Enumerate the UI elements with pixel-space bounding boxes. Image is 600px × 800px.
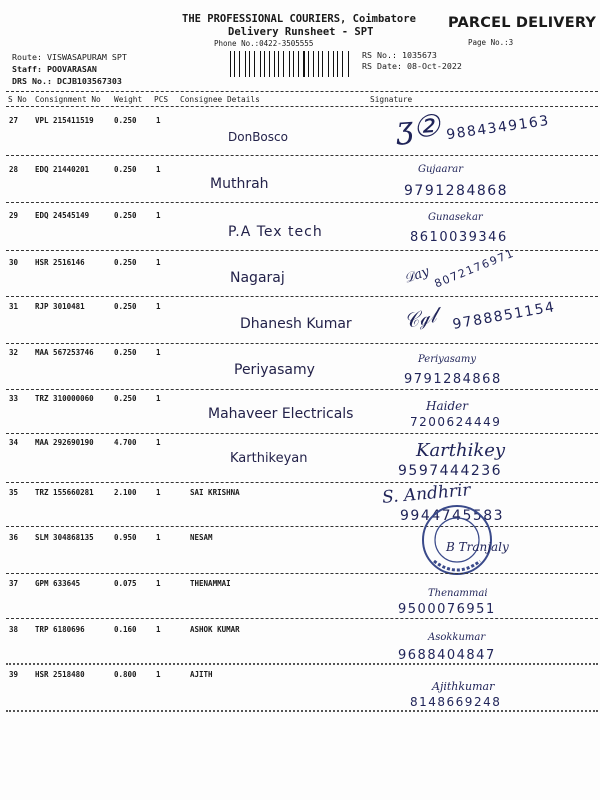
sheet-title: Delivery Runsheet - SPT bbox=[228, 26, 374, 38]
barcode-bar bbox=[293, 51, 294, 77]
row-34-pcs: 1 bbox=[156, 438, 161, 447]
row-36-consignee: NESAM bbox=[190, 533, 213, 542]
row-37-pcs: 1 bbox=[156, 579, 161, 588]
row-39-pcs: 1 bbox=[156, 670, 161, 679]
barcode-bar bbox=[298, 51, 299, 77]
row-30-weight: 0.250 bbox=[114, 258, 137, 267]
phone-number: Phone No.:0422-3505555 bbox=[214, 39, 314, 48]
row-32-phone: 9791284868 bbox=[404, 372, 502, 387]
row-39-signature: Ajithkumar bbox=[432, 680, 495, 693]
barcode-bar bbox=[328, 51, 329, 77]
barcode-bar bbox=[232, 51, 233, 77]
row-35-sno: 35 bbox=[9, 488, 19, 497]
row-37-phone: 9500076951 bbox=[398, 602, 496, 617]
row-32-weight: 0.250 bbox=[114, 348, 137, 357]
page-number: Page No.:3 bbox=[468, 38, 514, 47]
row-divider bbox=[6, 526, 598, 527]
row-29-phone: 8610039346 bbox=[410, 230, 508, 245]
staff-label: Staff: POOVARASAN bbox=[12, 64, 97, 74]
row-divider bbox=[6, 482, 598, 483]
row-33-phone: 7200624449 bbox=[410, 415, 502, 429]
row-27-sno: 27 bbox=[9, 116, 19, 125]
barcode-bar bbox=[256, 51, 258, 77]
row-31-sno: 31 bbox=[9, 302, 19, 311]
row-39-phone: 8148669248 bbox=[410, 695, 502, 709]
row-36-consignment: SLM 304868135 bbox=[35, 533, 94, 542]
row-30-consignment: HSR 2516146 bbox=[35, 258, 85, 267]
col-header-consignee: Consignee Details bbox=[180, 95, 260, 104]
row-39-consignment: HSR 2518480 bbox=[35, 670, 85, 679]
row-35-weight: 2.100 bbox=[114, 488, 137, 497]
row-divider bbox=[6, 296, 598, 297]
row-29-pcs: 1 bbox=[156, 211, 161, 220]
row-35-pcs: 1 bbox=[156, 488, 161, 497]
row-divider bbox=[6, 433, 598, 434]
row-38-consignment: TRP 6180696 bbox=[35, 625, 85, 634]
row-divider bbox=[6, 663, 598, 665]
row-34-weight: 4.700 bbox=[114, 438, 137, 447]
row-33-consignment: TRZ 310000060 bbox=[35, 394, 94, 403]
row-divider bbox=[6, 343, 598, 344]
row-33-signature: Haider bbox=[426, 399, 468, 413]
row-28-consignee: Muthrah bbox=[210, 176, 269, 192]
row-31-consignee: Dhanesh Kumar bbox=[240, 316, 352, 332]
row-37-sno: 37 bbox=[9, 579, 19, 588]
barcode-bar bbox=[264, 51, 265, 77]
barcode-bar bbox=[262, 51, 263, 77]
row-34-phone: 9597444236 bbox=[398, 463, 503, 479]
barcode-bar bbox=[234, 51, 235, 77]
row-30-consignee: Nagaraj bbox=[230, 270, 285, 286]
header-rule-bottom bbox=[6, 106, 598, 107]
row-38-phone: 9688404847 bbox=[398, 648, 496, 663]
col-header-sno: S No bbox=[8, 95, 27, 104]
barcode-bar bbox=[335, 51, 336, 77]
row-divider bbox=[6, 710, 598, 712]
row-28-phone: 9791284868 bbox=[404, 183, 509, 199]
barcode-bar bbox=[315, 51, 316, 77]
row-33-consignee: Mahaveer Electricals bbox=[208, 406, 354, 422]
row-38-pcs: 1 bbox=[156, 625, 161, 634]
col-header-pcs: PCS bbox=[154, 95, 169, 104]
barcode-bar bbox=[269, 51, 270, 77]
row-29-weight: 0.250 bbox=[114, 211, 137, 220]
row-34-signature: Karthikey bbox=[416, 440, 506, 461]
row-33-pcs: 1 bbox=[156, 394, 161, 403]
row-32-sno: 32 bbox=[9, 348, 19, 357]
row-37-signature: Thenammai bbox=[428, 588, 488, 599]
row-36-sno: 36 bbox=[9, 533, 19, 542]
barcode-bar bbox=[239, 51, 241, 77]
barcode-bar bbox=[313, 51, 314, 77]
barcode bbox=[230, 51, 352, 77]
row-33-weight: 0.250 bbox=[114, 394, 137, 403]
barcode-bar bbox=[249, 51, 250, 77]
parcel-delivery-banner: PARCEL DELIVERY bbox=[448, 15, 597, 31]
barcode-bar bbox=[344, 51, 345, 77]
row-32-consignee: Periyasamy bbox=[234, 362, 315, 378]
row-35-consignee: SAI KRISHNA bbox=[190, 488, 240, 497]
row-27-consignment: VPL 215411519 bbox=[35, 116, 94, 125]
barcode-bar bbox=[305, 51, 306, 77]
row-32-signature: Periyasamy bbox=[418, 354, 477, 365]
barcode-bar bbox=[308, 51, 309, 77]
row-31-signature: 𝒞ℊ𝓁 bbox=[401, 302, 439, 334]
route-label: Route: VISWASAPURAM SPT bbox=[12, 52, 127, 62]
barcode-bar bbox=[242, 51, 243, 77]
barcode-bar bbox=[320, 51, 321, 77]
row-39-sno: 39 bbox=[9, 670, 19, 679]
row-36-weight: 0.950 bbox=[114, 533, 137, 542]
row-27-pcs: 1 bbox=[156, 116, 161, 125]
row-37-consignment: GPM 633645 bbox=[35, 579, 81, 588]
row-28-weight: 0.250 bbox=[114, 165, 137, 174]
row-35-signature: S. Andhrir bbox=[381, 480, 472, 508]
row-27-signature: ʒ② bbox=[394, 108, 441, 147]
barcode-bar bbox=[254, 51, 255, 77]
row-30-signature: 𝒟ay bbox=[402, 264, 432, 287]
row-28-pcs: 1 bbox=[156, 165, 161, 174]
barcode-bar bbox=[330, 51, 331, 77]
row-38-signature: Asokkumar bbox=[428, 632, 486, 643]
col-header-consignment: Consignment No bbox=[35, 95, 101, 104]
drs-number: DRS No.: DCJB103567303 bbox=[12, 76, 122, 86]
row-30-phone: 8072176971 bbox=[432, 246, 517, 291]
row-39-weight: 0.800 bbox=[114, 670, 137, 679]
col-header-weight: Weight bbox=[114, 95, 143, 104]
row-27-weight: 0.250 bbox=[114, 116, 137, 125]
company-title: THE PROFESSIONAL COURIERS, Coimbatore bbox=[182, 13, 416, 25]
row-31-pcs: 1 bbox=[156, 302, 161, 311]
row-39-consignee: AJITH bbox=[190, 670, 213, 679]
row-34-consignment: MAA 292690190 bbox=[35, 438, 94, 447]
row-32-pcs: 1 bbox=[156, 348, 161, 357]
row-36-pcs: 1 bbox=[156, 533, 161, 542]
row-divider bbox=[6, 389, 598, 390]
row-divider bbox=[6, 618, 598, 619]
row-31-phone: 9788851154 bbox=[451, 299, 557, 333]
row-29-signature: Gunasekar bbox=[428, 212, 483, 223]
row-38-weight: 0.160 bbox=[114, 625, 137, 634]
row-38-sno: 38 bbox=[9, 625, 19, 634]
barcode-bar bbox=[290, 51, 291, 77]
row-37-weight: 0.075 bbox=[114, 579, 137, 588]
row-divider bbox=[6, 573, 598, 574]
row-27-phone: 9884349163 bbox=[445, 112, 551, 144]
row-divider bbox=[6, 202, 598, 203]
barcode-bar bbox=[286, 51, 287, 77]
row-30-sno: 30 bbox=[9, 258, 19, 267]
row-28-signature: Gujaarar bbox=[418, 164, 463, 175]
barcode-bar bbox=[278, 51, 280, 77]
barcode-bar bbox=[322, 51, 323, 77]
row-33-sno: 33 bbox=[9, 394, 19, 403]
rs-date: RS Date: 08-Oct-2022 bbox=[362, 61, 462, 71]
row-35-consignment: TRZ 155660281 bbox=[35, 488, 94, 497]
header-rule-top bbox=[6, 91, 598, 92]
row-29-sno: 29 bbox=[9, 211, 19, 220]
row-32-consignment: MAA 567253746 bbox=[35, 348, 94, 357]
row-36-signature: B Tranjaly bbox=[446, 540, 509, 554]
barcode-bar bbox=[300, 51, 301, 77]
barcode-bar bbox=[283, 51, 284, 77]
rs-number: RS No.: 1035673 bbox=[362, 50, 437, 60]
row-31-weight: 0.250 bbox=[114, 302, 137, 311]
row-27-consignee: DonBosco bbox=[228, 130, 288, 144]
col-header-signature: Signature bbox=[370, 95, 413, 104]
row-divider bbox=[6, 155, 598, 156]
barcode-bar bbox=[246, 51, 247, 77]
barcode-bar bbox=[350, 51, 351, 77]
barcode-bar bbox=[271, 51, 272, 77]
row-31-consignment: RJP 3010481 bbox=[35, 302, 85, 311]
row-38-consignee: ASHOK KUMAR bbox=[190, 625, 240, 634]
row-28-consignment: EDQ 21440201 bbox=[35, 165, 90, 174]
row-28-sno: 28 bbox=[9, 165, 19, 174]
row-34-sno: 34 bbox=[9, 438, 19, 447]
row-35-phone: 9944745583 bbox=[400, 508, 505, 524]
barcode-bar bbox=[342, 51, 343, 77]
row-29-consignment: EDQ 24545149 bbox=[35, 211, 90, 220]
row-29-consignee: P.A Tex tech bbox=[228, 224, 323, 240]
row-30-pcs: 1 bbox=[156, 258, 161, 267]
row-34-consignee: Karthikeyan bbox=[230, 451, 308, 466]
barcode-bar bbox=[276, 51, 277, 77]
row-37-consignee: THENAMMAI bbox=[190, 579, 231, 588]
barcode-bar bbox=[337, 51, 338, 77]
